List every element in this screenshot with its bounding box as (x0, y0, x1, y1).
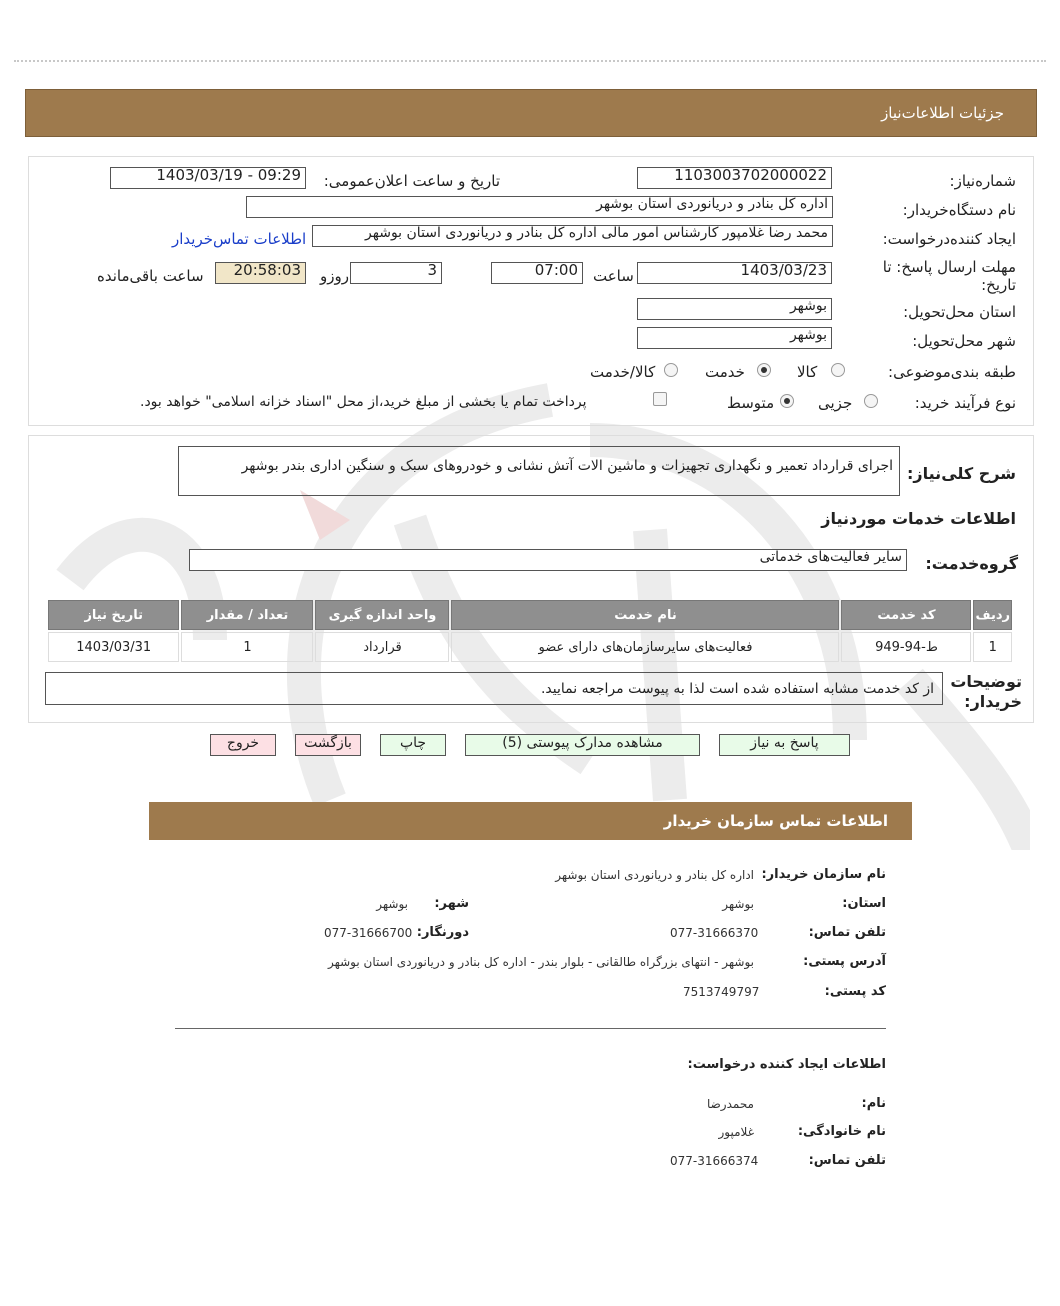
need-number-label: شماره‌نیاز: (949, 172, 1016, 190)
contact-province-value: بوشهر (722, 897, 754, 911)
col-unit: واحد اندازه گیری (315, 600, 449, 630)
cell-service-name: فعالیت‌های سایرسازمان‌های دارای عضو (451, 632, 839, 662)
service-group-field: سایر فعالیت‌های خدماتی (189, 549, 907, 571)
table-header-row (48, 600, 1012, 630)
treasury-payment-checkbox[interactable] (653, 392, 667, 406)
services-title: اطلاعات خدمات موردنیاز (821, 509, 1016, 528)
remaining-label: ساعت باقی‌مانده (97, 267, 204, 285)
creator-family-label: نام خانوادگی: (797, 1124, 886, 1139)
contact-address-label: آدرس پستی: (803, 954, 886, 969)
contact-title: اطلاعات تماس سازمان خریدار (663, 812, 888, 830)
buyer-contact-link[interactable]: اطلاعات تماس‌خریدار (172, 230, 307, 248)
process-label: نوع فرآیند خرید: (914, 394, 1016, 412)
contact-fax-label: دورنگار: (416, 925, 469, 940)
print-button[interactable]: چاپ (380, 734, 446, 756)
days-label: روزو (320, 267, 349, 285)
cell-unit: قرارداد (315, 632, 449, 662)
creator-family-value: غلامپور (718, 1125, 754, 1139)
back-button[interactable]: بازگشت (295, 734, 361, 756)
buyer-org-field: اداره کل بنادر و دریانوردی استان بوشهر (246, 196, 833, 218)
contact-org-label: نام سازمان خریدار: (761, 867, 886, 882)
reply-button[interactable]: پاسخ به نیاز (719, 734, 850, 756)
top-divider (14, 60, 1046, 62)
col-service-code: کد خدمت (841, 600, 971, 630)
buyer-notes-label: توضیحات خریدار: (950, 672, 1022, 711)
deadline-date-field: 1403/03/23 (637, 262, 832, 284)
category-option-goods: کالا (797, 363, 818, 381)
exit-button[interactable]: خروج (210, 734, 276, 756)
contact-province-label: استان: (842, 896, 886, 911)
summary-label: شرح کلی‌نیاز: (907, 464, 1016, 483)
days-field: 3 (350, 262, 442, 284)
page-title: جزئیات اطلاعات‌نیاز (881, 104, 1004, 122)
creator-label: ایجاد کننده‌درخواست: (882, 230, 1016, 248)
view-documents-button[interactable]: مشاهده مدارک پیوستی (5) (465, 734, 700, 756)
category-option-goods-service: کالا/خدمت (590, 363, 656, 381)
city-label: شهر محل‌تحویل: (912, 332, 1016, 350)
category-label: طبقه بندی‌موضوعی: (888, 363, 1016, 381)
deadline-label: مهلت ارسال پاسخ: تا تاریخ: (882, 258, 1016, 294)
creator-phone-label: تلفن تماس: (808, 1153, 886, 1168)
category-radio-goods-service[interactable] (664, 363, 678, 377)
process-option-minor: جزیی (818, 394, 853, 412)
need-number-field: 1103003702000022 (637, 167, 832, 189)
services-table (46, 598, 1014, 664)
cell-quantity: 1 (181, 632, 313, 662)
contact-divider (175, 1028, 886, 1029)
contact-city-label: شهر: (434, 896, 469, 911)
deadline-time-field: 07:00 (491, 262, 583, 284)
creator-name-value: محمدرضا (706, 1097, 754, 1111)
buyer-org-label: نام دستگاه‌خریدار: (902, 201, 1016, 219)
creator-phone-value: 077-31666374 (670, 1154, 759, 1168)
process-option-medium: متوسط (727, 394, 775, 412)
announce-date-label: تاریخ و ساعت اعلان‌عمومی: (323, 172, 500, 190)
process-radio-medium[interactable] (780, 394, 794, 408)
page-header-bar (25, 89, 1037, 137)
creator-field: محمد رضا غلامپور کارشناس امور مالی اداره کل بنادر و دریانوردی استان بوشهر (312, 225, 833, 247)
contact-city-value: بوشهر (376, 897, 408, 911)
contact-postal-value: 7513749797 (683, 985, 760, 999)
deadline-time-label: ساعت (593, 267, 634, 285)
treasury-payment-note: پرداخت تمام یا بخشی از مبلغ خرید،از محل "اسناد خزانه اسلامی" خواهد بود. (140, 394, 587, 410)
contact-fax-value: 077-31666700 (324, 926, 413, 940)
table-row (48, 632, 1012, 662)
category-radio-service[interactable] (757, 363, 771, 377)
contact-phone-label: تلفن تماس: (808, 925, 886, 940)
process-radio-minor[interactable] (864, 394, 878, 408)
creator-section-title: اطلاعات ایجاد کننده درخواست: (687, 1057, 886, 1072)
province-field: بوشهر (637, 298, 832, 320)
remaining-time-field: 20:58:03 (215, 262, 306, 284)
col-row-number: ردیف (973, 600, 1012, 630)
contact-org-value: اداره کل بنادر و دریانوردی استان بوشهر (555, 868, 754, 882)
category-radio-goods[interactable] (831, 363, 845, 377)
cell-need-date: 1403/03/31 (48, 632, 179, 662)
col-quantity: تعداد / مقدار (181, 600, 313, 630)
contact-address-value: بوشهر - انتهای بزرگراه طالقانی - بلوار بندر - اداره کل بنادر و دریانوردی استان بوشهر (327, 955, 754, 969)
announce-date-field: 1403/03/19 - 09:29 (110, 167, 306, 189)
col-need-date: تاریخ نیاز (48, 600, 179, 630)
summary-field: اجرای قرارداد تعمیر و نگهداری تجهیزات و ماشین الات آتش نشانی و خودروهای سبک و سنگین اداری بندر بوشهر (178, 446, 900, 496)
category-option-service: خدمت (705, 363, 745, 381)
contact-phone-value: 077-31666370 (670, 926, 759, 940)
buyer-notes-field: از کد خدمت مشابه استفاده شده است لذا به پیوست مراجعه نمایید. (45, 672, 943, 705)
cell-row-number: 1 (973, 632, 1012, 662)
creator-name-label: نام: (861, 1096, 886, 1111)
col-service-name: نام خدمت (451, 600, 839, 630)
cell-service-code: ط-94-949 (841, 632, 971, 662)
contact-postal-label: کد پستی: (824, 984, 886, 999)
service-group-label: گروه‌خدمت: (925, 554, 1018, 573)
province-label: استان محل‌تحویل: (903, 303, 1016, 321)
city-field: بوشهر (637, 327, 832, 349)
contact-header-bar (149, 802, 912, 840)
